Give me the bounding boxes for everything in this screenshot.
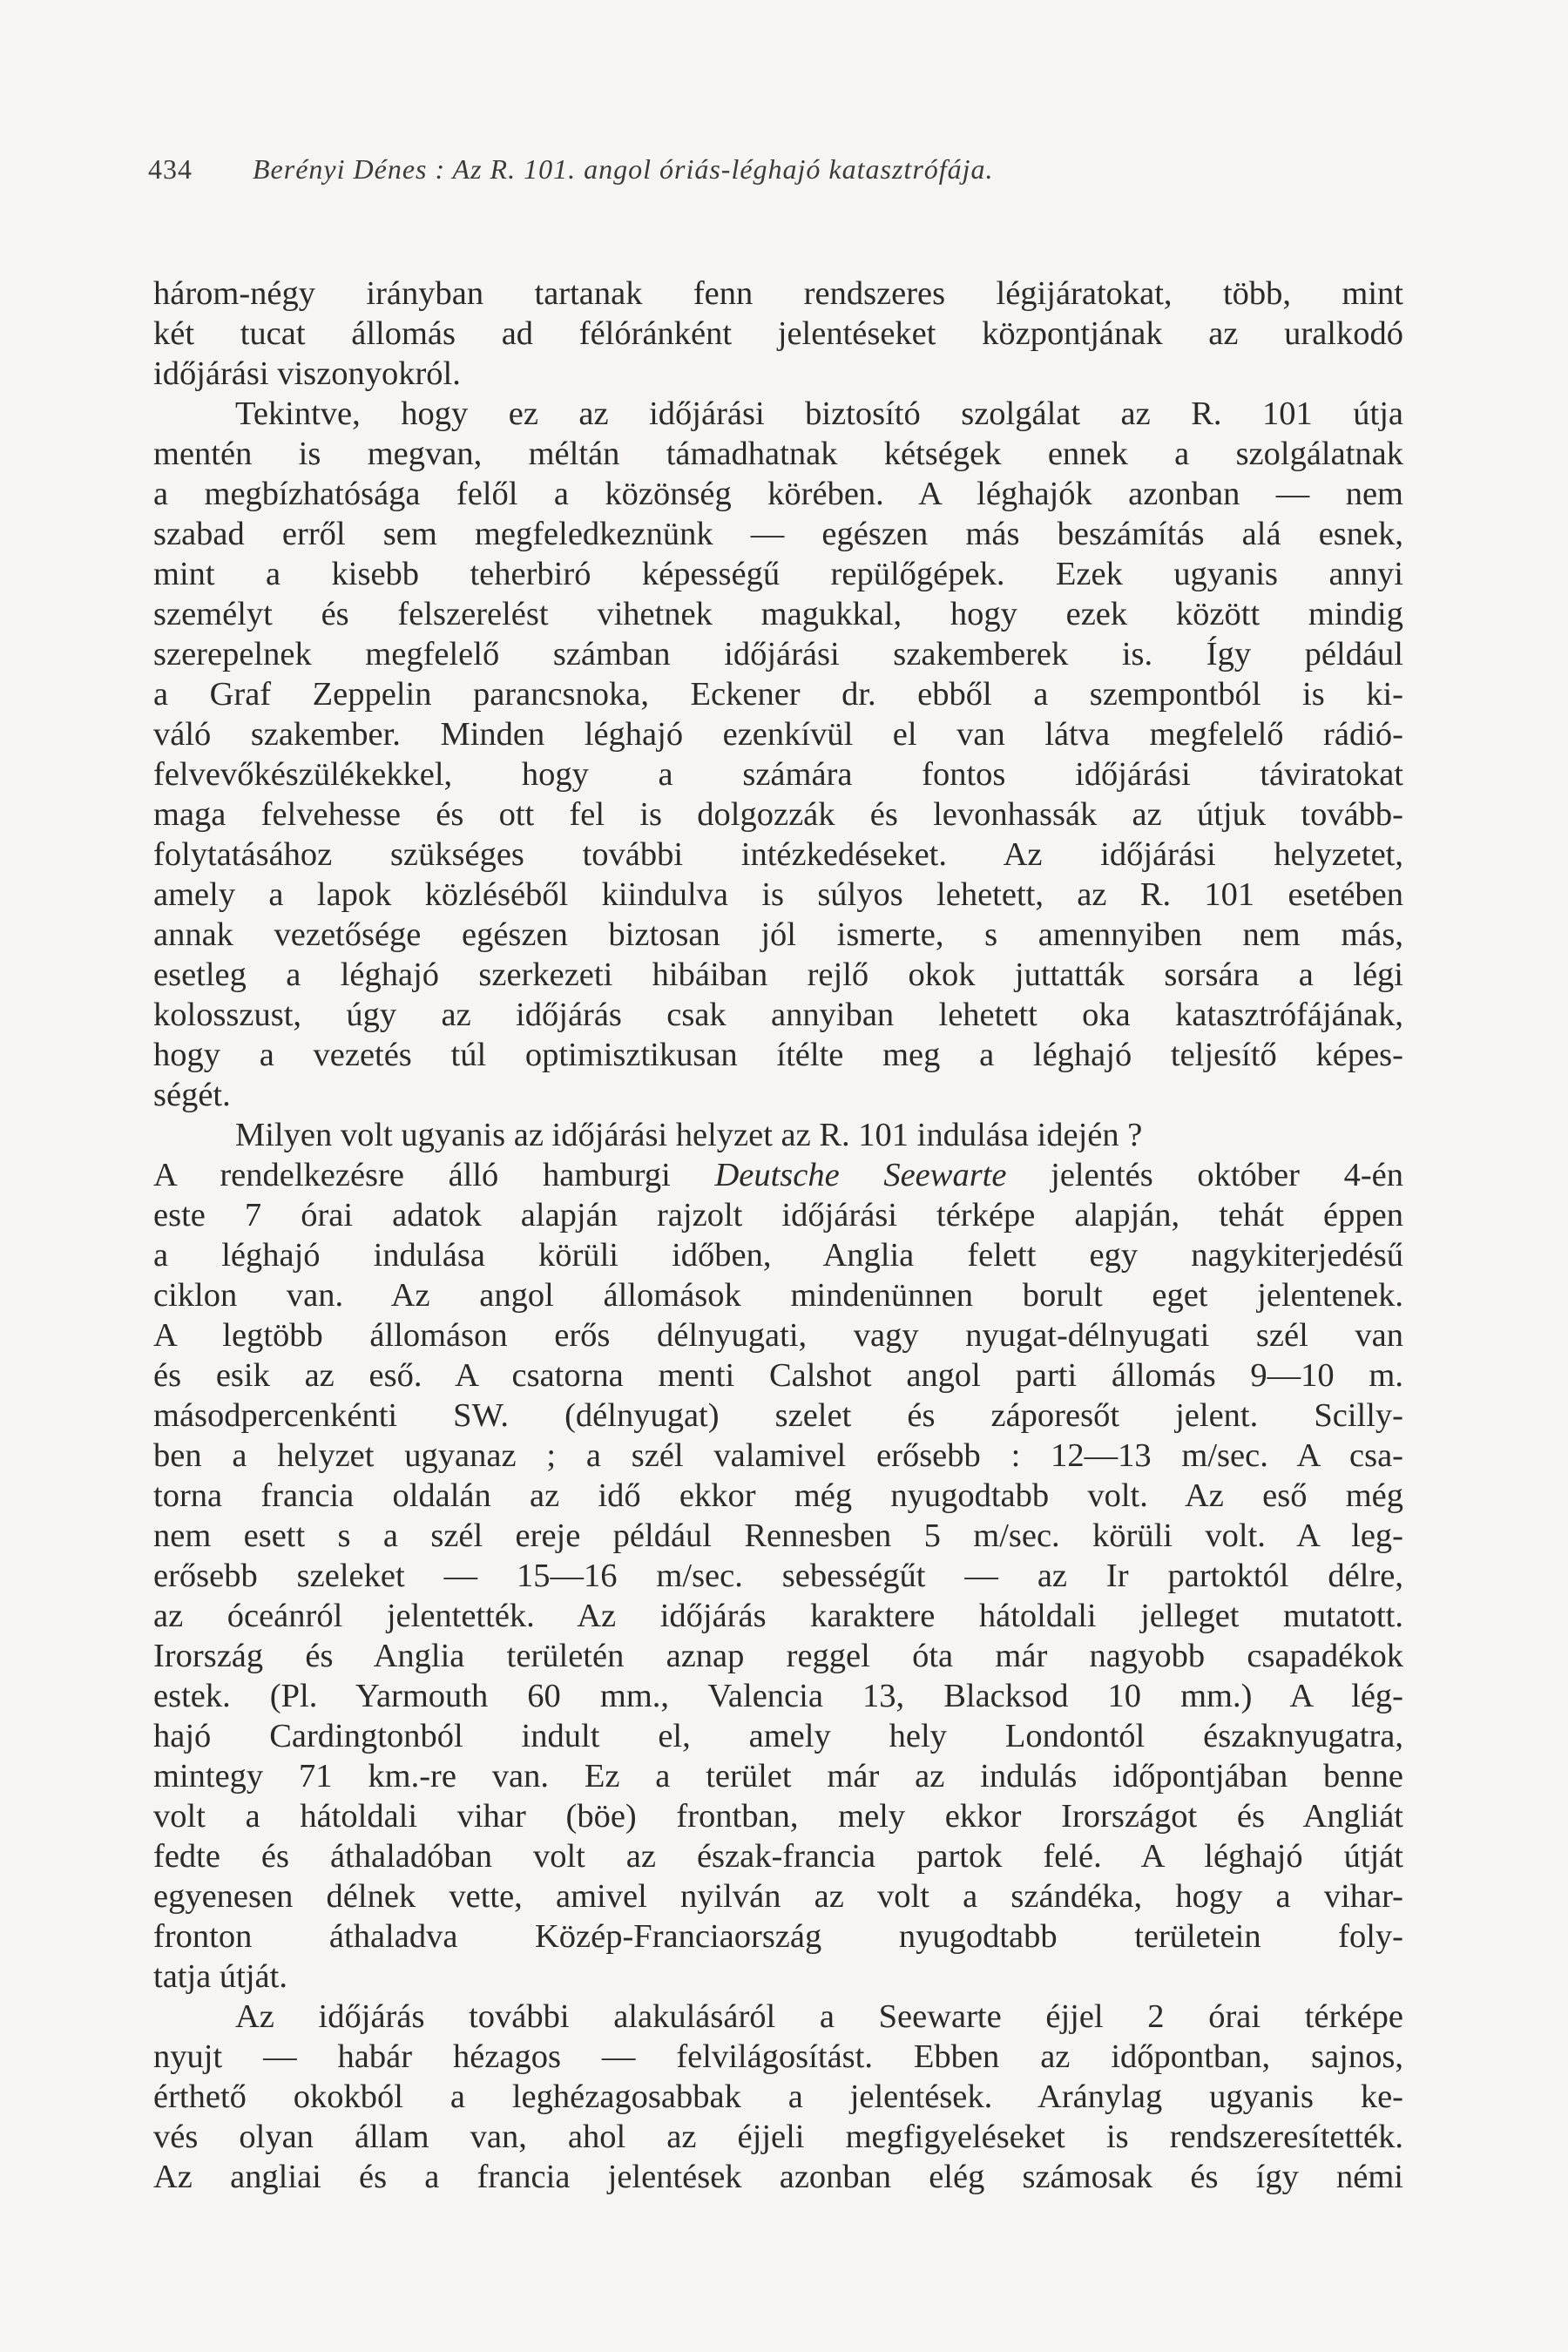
text-line: mint a kisebb teherbiró képességű repülőgépek. Ezek ugyanis annyi: [153, 556, 1403, 592]
paragraph-first-line: Milyen volt ugyanis az időjárási helyzet az R. 101 indulása idején ?: [235, 1117, 1143, 1153]
running-head-title: Berényi Dénes : Az R. 101. angol óriás-léghajó katasztrófája.: [253, 153, 994, 185]
text-line: két tucat állomás ad félóránként jelentéseket központjának az uralkodó: [153, 315, 1403, 352]
text-line: fronton áthaladva Közép-Franciaország nyugodtabb területein foly-: [153, 1918, 1403, 1955]
text-line: kolosszust, úgy az időjárás csak annyiban lehetett oka katasztrófájának,: [153, 997, 1403, 1033]
text-line: személyt és felszerelést vihetnek magukkal, hogy ezek között mindig: [153, 596, 1403, 632]
text-line: volt a hátoldali vihar (böe) frontban, mely ekkor Irországot és Angliát: [153, 1798, 1403, 1835]
text-line: torna francia oldalán az idő ekkor még nyugodtabb volt. Az eső még: [153, 1477, 1403, 1514]
paragraph-first-line: Az időjárás további alakulásáról a Seewarte éjjel 2 órai térképe: [235, 1998, 1403, 2035]
text-line: a léghajó indulása körüli időben, Anglia felett egy nagykiterjedésű: [153, 1237, 1403, 1274]
text-line: másodpercenkénti SW. (délnyugat) szelet és záporesőt jelent. Scilly-: [153, 1397, 1403, 1434]
text-line: váló szakember. Minden léghajó ezenkívül el van látva megfelelő rádió-: [153, 716, 1403, 753]
text-line: amely a lapok közléséből kiindulva is súlyos lehetett, az R. 101 esetében: [153, 876, 1403, 913]
text-line: folytatásához szükséges további intézkedéseket. Az időjárási helyzetet,: [153, 836, 1403, 873]
text-line: tatja útját.: [153, 1958, 287, 1995]
body-text: [153, 274, 1403, 2197]
text-line: nyujt — habár hézagos — felvilágosítást. Ebben az időpontban, sajnos,: [153, 2038, 1403, 2075]
text-line: fedte és áthaladóban volt az észak-francia partok felé. A léghajó útját: [153, 1838, 1403, 1875]
text-line: mentén is megvan, méltán támadhatnak kétségek ennek a szolgálatnak: [153, 436, 1403, 472]
running-head: [148, 153, 1420, 186]
text-line: szerepelnek megfelelő számban időjárási szakemberek is. Így például: [153, 636, 1403, 672]
text-line: Az angliai és a francia jelentések azonban elég számosak és így némi: [153, 2159, 1403, 2195]
text-line-with-italic: [153, 1155, 1403, 1195]
text-segment: A rendelkezésre álló hamburgi: [153, 1157, 671, 1193]
text-line: annak vezetősége egészen biztosan jól ismerte, s amennyiben nem más,: [153, 916, 1403, 953]
text-line: ciklon van. Az angol állomások mindenünnen borult eget jelentenek.: [153, 1277, 1403, 1314]
text-line: és esik az eső. A csatorna menti Calshot angol parti állomás 9—10 m.: [153, 1357, 1403, 1394]
text-line: felvevőkészülékekkel, hogy a számára fontos időjárási táviratokat: [153, 756, 1403, 793]
text-line: mintegy 71 km.-re van. Ez a terület már az indulás időpontjában benne: [153, 1758, 1403, 1794]
text-line: A legtöbb állomáson erős délnyugati, vagy nyugat-délnyugati szél van: [153, 1317, 1403, 1354]
text-line: szabad erről sem megfeledkeznünk — egészen más beszámítás alá esnek,: [153, 516, 1403, 552]
text-line: vés olyan állam van, ahol az éjjeli megfigyeléseket is rendszeresítették.: [153, 2119, 1403, 2155]
text-line: maga felvehesse és ott fel is dolgozzák és levonhassák az útjuk tovább-: [153, 796, 1403, 833]
text-line: a megbízhatósága felől a közönség körében. A léghajók azonban — nem: [153, 476, 1403, 512]
text-line: az óceánról jelentették. Az időjárás karaktere hátoldali jelleget mutatott.: [153, 1598, 1403, 1634]
text-line: időjárási viszonyokról.: [153, 355, 461, 392]
text-line: nem esett s a szél ereje például Rennesben 5 m/sec. körüli volt. A leg-: [153, 1517, 1403, 1554]
text-line: egyenesen délnek vette, amivel nyilván az volt a szándéka, hogy a vihar-: [153, 1878, 1403, 1915]
text-line: három-négy irányban tartanak fenn rendszeres légijáratokat, több, mint: [153, 275, 1403, 312]
text-line: hogy a vezetés túl optimisztikusan ítélte meg a léghajó teljesítő képes-: [153, 1037, 1403, 1073]
text-line: esetleg a léghajó szerkezeti hibáiban rejlő okok juttatták sorsára a légi: [153, 956, 1403, 993]
text-segment: jelentés október 4-én: [1051, 1157, 1403, 1193]
text-line: érthető okokból a leghézagosabbak a jelentések. Aránylag ugyanis ke-: [153, 2078, 1403, 2115]
text-line: ségét.: [153, 1077, 231, 1113]
text-line: este 7 órai adatok alapján rajzolt időjárási térképe alapján, tehát éppen: [153, 1197, 1403, 1233]
text-line: erősebb szeleket — 15—16 m/sec. sebességűt — az Ir partoktól délre,: [153, 1558, 1403, 1594]
text-line: a Graf Zeppelin parancsnoka, Eckener dr. ebből a szempontból is ki-: [153, 676, 1403, 713]
text-line: hajó Cardingtonból indult el, amely hely Londontól északnyugatra,: [153, 1718, 1403, 1754]
page-number: 434: [148, 153, 193, 185]
text-line: ben a helyzet ugyanaz ; a szél valamivel erősebb : 12—13 m/sec. A csa-: [153, 1437, 1403, 1474]
text-line: estek. (Pl. Yarmouth 60 mm., Valencia 13, Blacksod 10 mm.) A lég-: [153, 1678, 1403, 1714]
italic-name: Deutsche Seewarte: [714, 1157, 1007, 1193]
paragraph-first-line: Tekintve, hogy ez az időjárási biztosító szolgálat az R. 101 útja: [235, 395, 1403, 432]
text-line: Irország és Anglia területén aznap reggel óta már nagyobb csapadékok: [153, 1638, 1403, 1674]
